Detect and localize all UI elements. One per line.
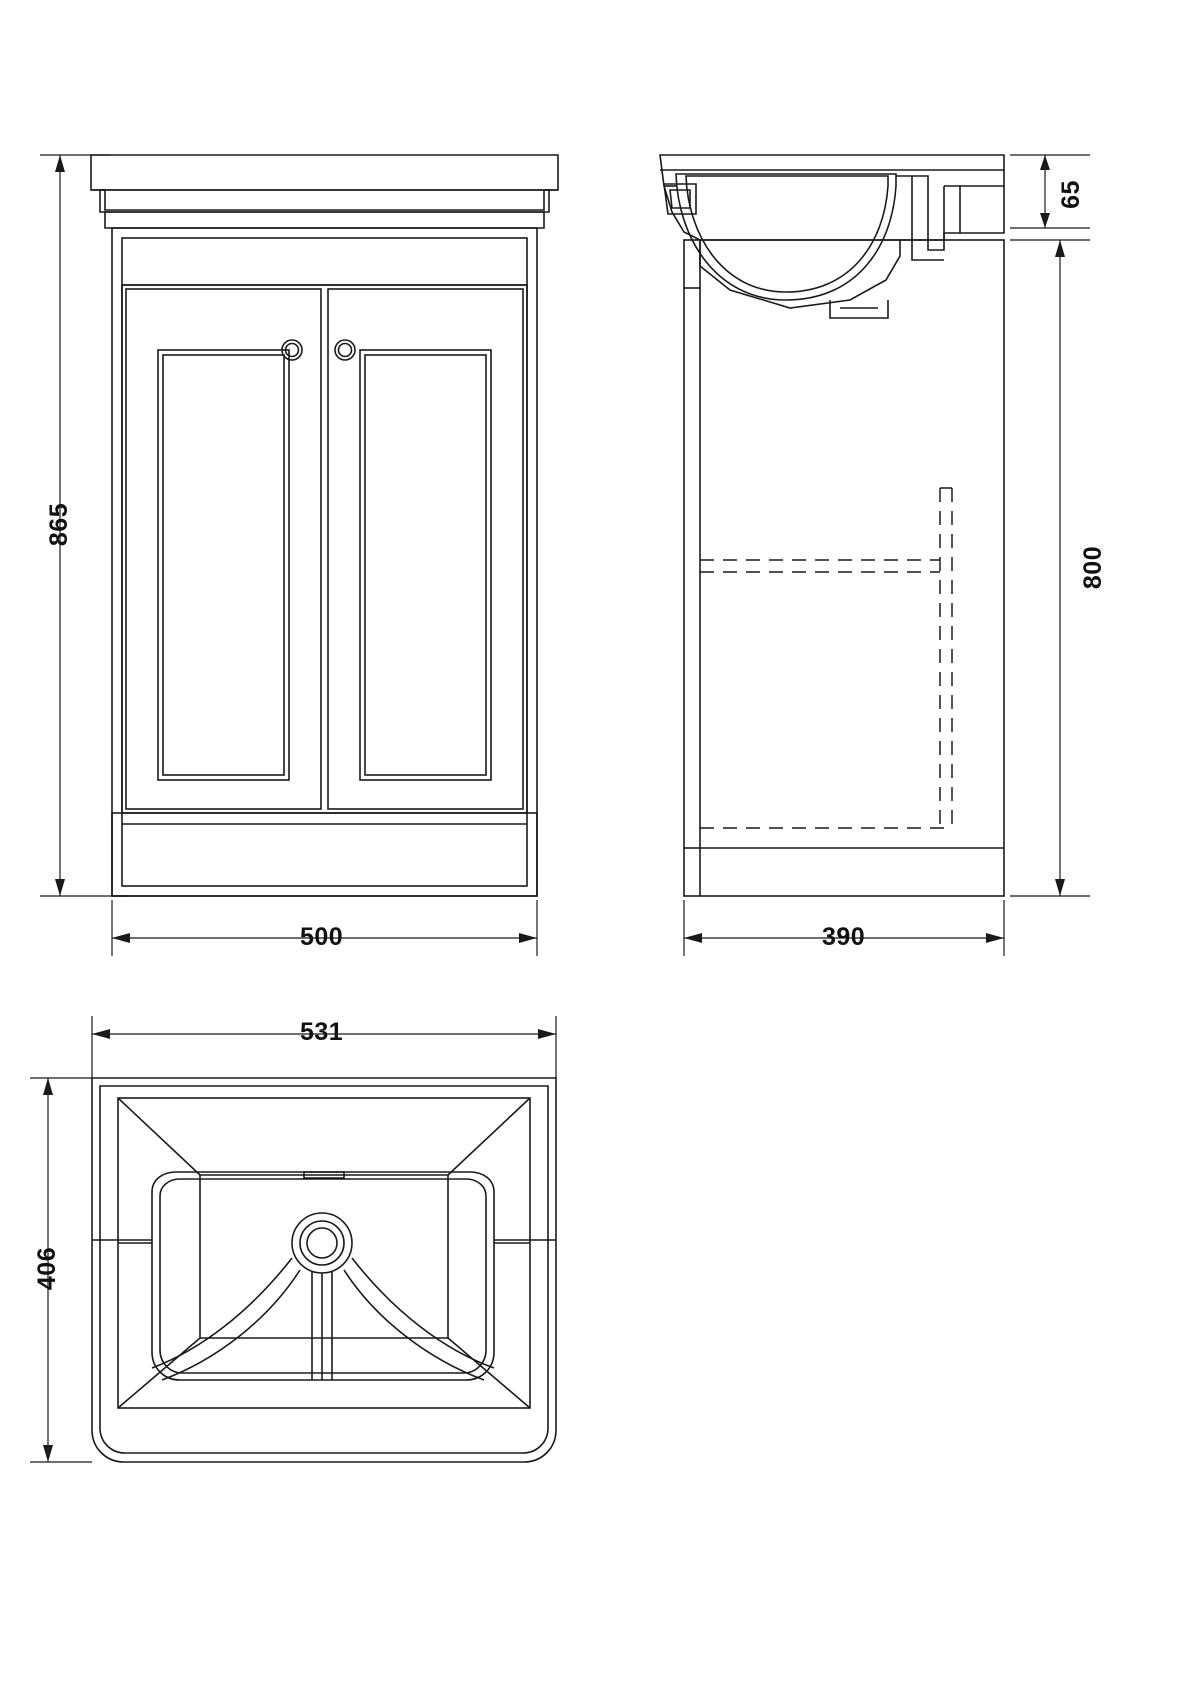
dimension-label-side-depth: 390 [822,923,866,951]
dimension-label-front-width: 500 [300,923,344,951]
side-section-view [660,155,1004,896]
plan-view [92,1078,556,1462]
dimension-label-side-height: 800 [1079,545,1108,590]
side-hidden-lines [700,488,952,828]
dimension-label-plan-width: 531 [300,1018,344,1046]
dimension-label-front-height: 865 [45,502,74,547]
dimension-label-plan-depth: 406 [33,1246,62,1291]
dimension-label-side-top: 65 [1056,180,1085,209]
front-elevation-view [91,155,558,896]
